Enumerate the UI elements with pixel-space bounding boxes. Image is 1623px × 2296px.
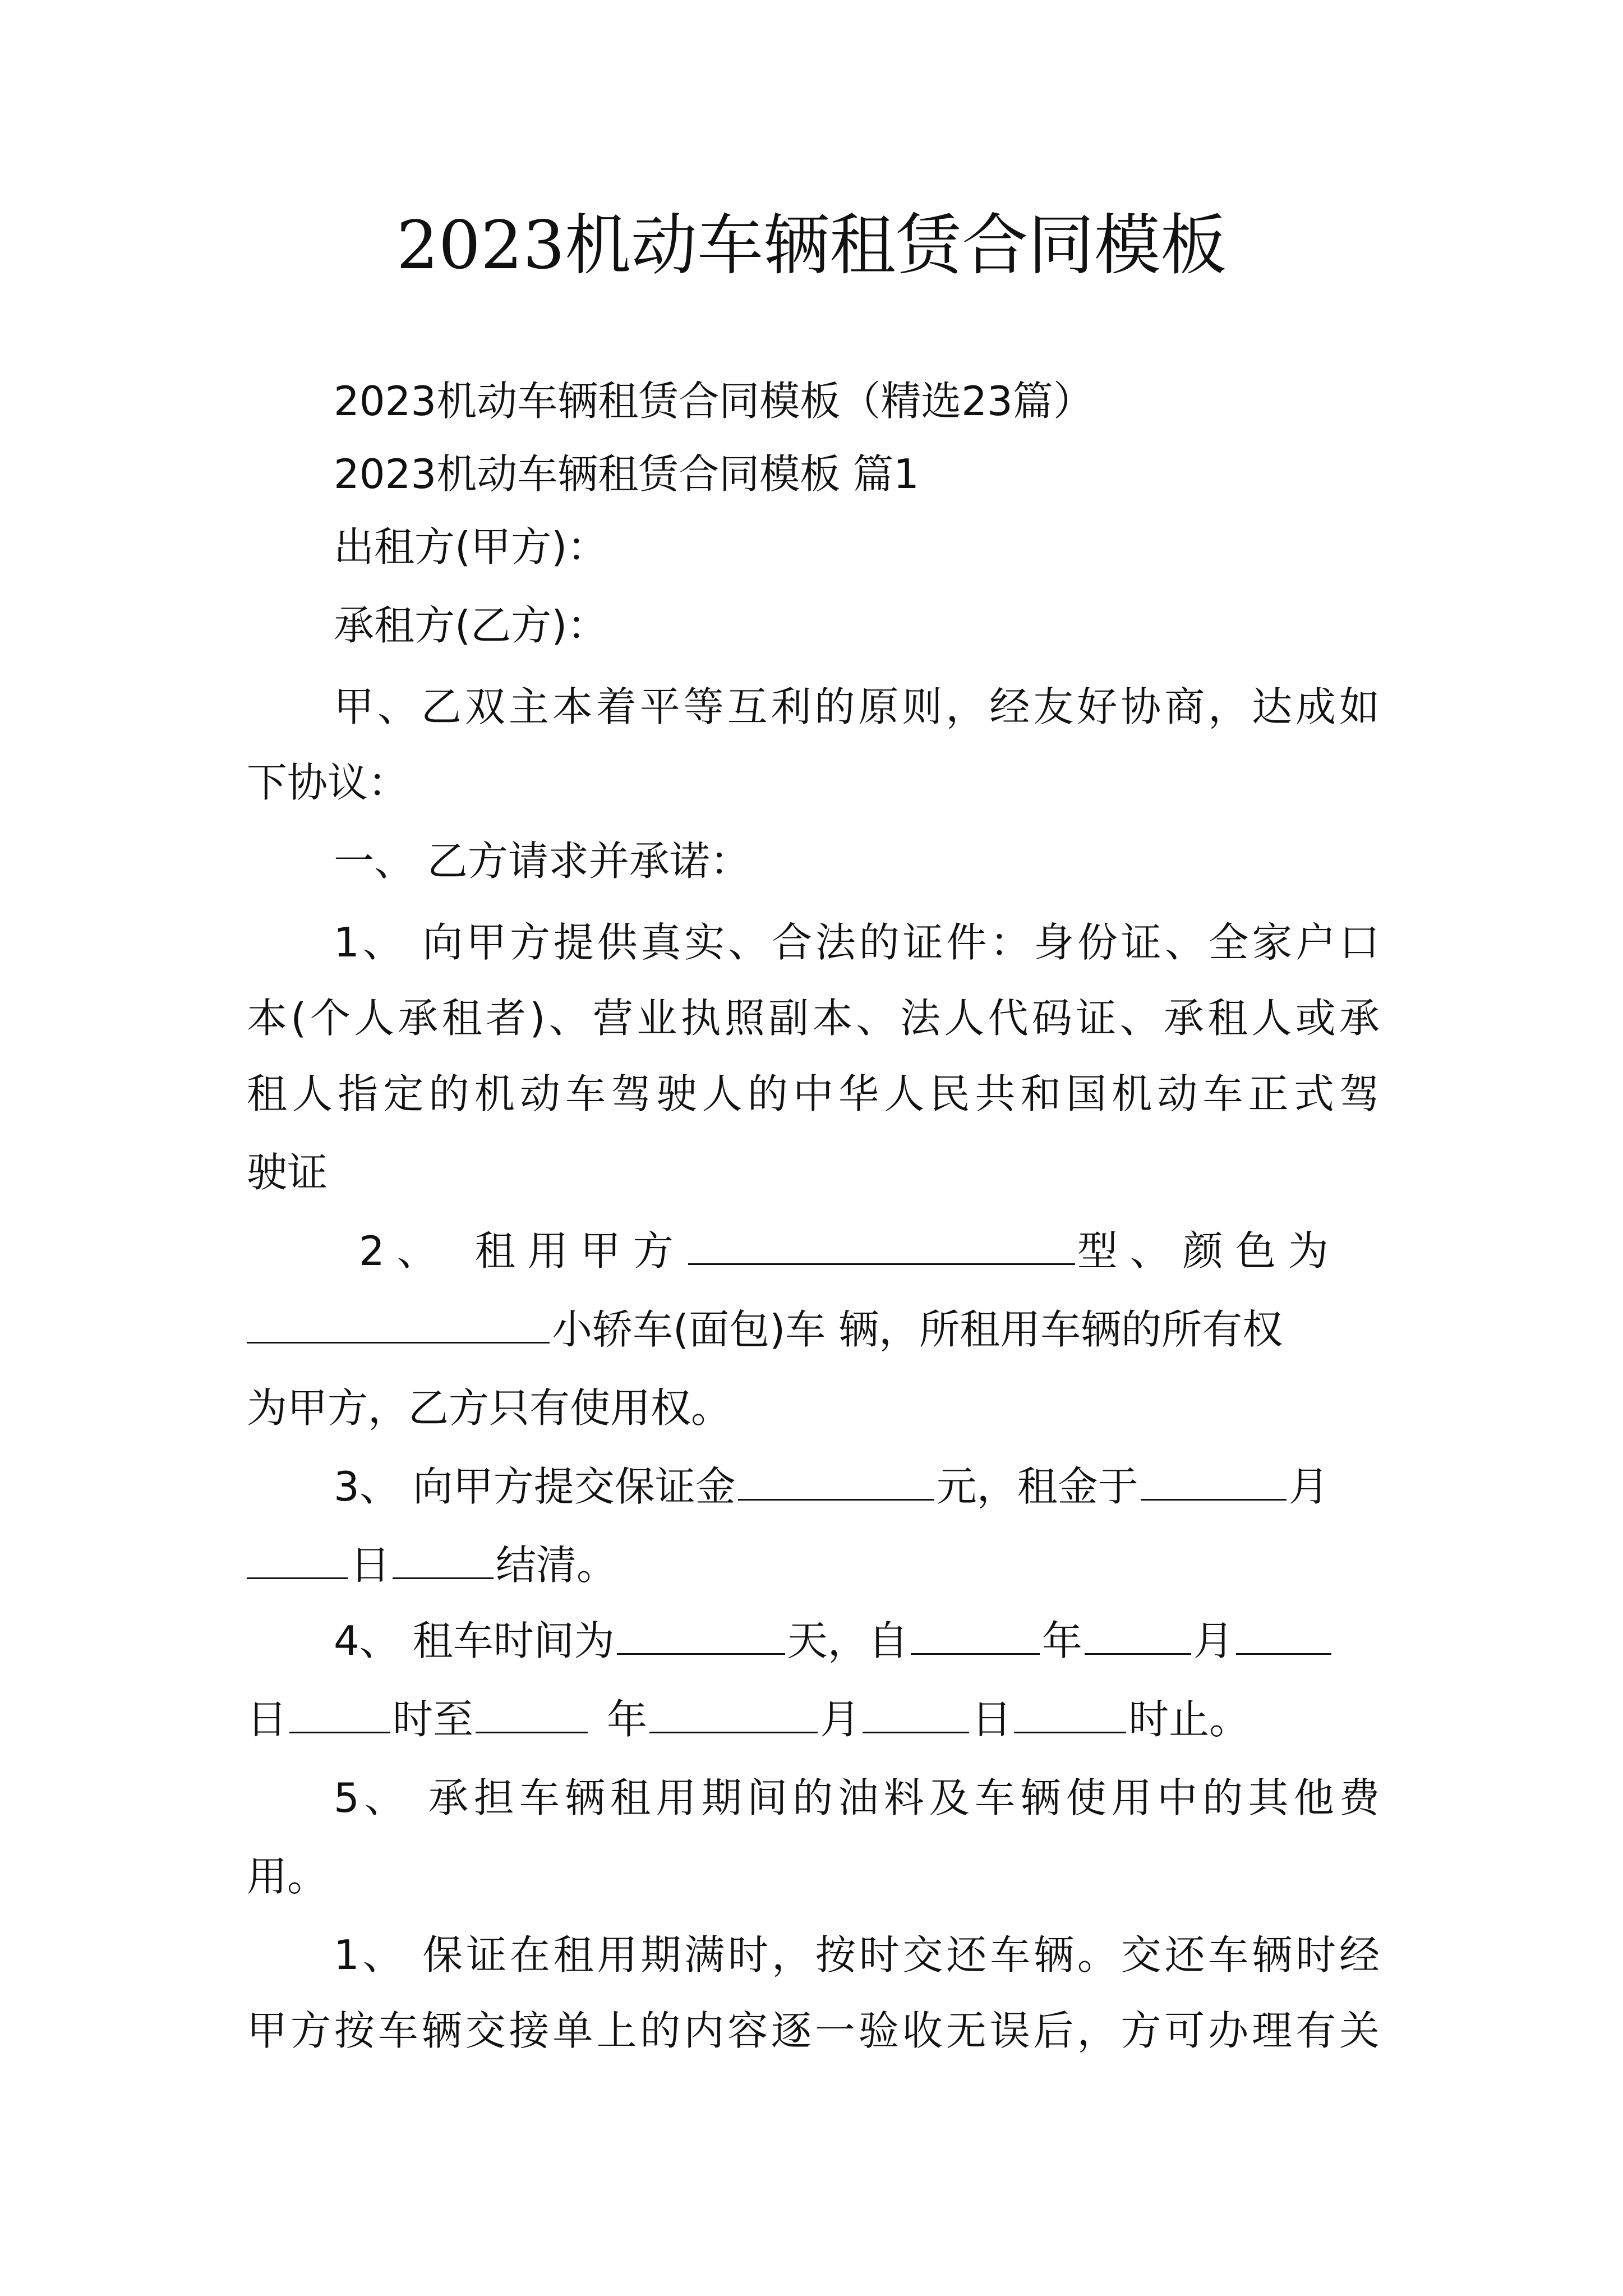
item1-line-3: 租人指定的机动车驾驶人的中华人民共和国机动车正式驾 [247,1070,1380,1117]
lessee-label: 承租方(乙方)： [334,602,608,649]
item4-text-c: 年 [1041,1617,1082,1664]
vehicle-color-blank[interactable] [247,1304,550,1343]
document-title: 2023机动车辆租赁合同模板 [396,206,1227,284]
item4-text-i: 日 [971,1696,1012,1743]
item3-text-c: 月 [1288,1463,1329,1510]
item3-line-1 [334,1456,1380,1517]
lessor-label: 出租方(甲方)： [334,523,608,570]
intro-line-1: 甲、乙双主本着平等互利的原则，经友好协商，达成如 [334,683,1380,730]
end-hour-blank[interactable] [1014,1694,1126,1733]
item2-line-2 [247,1299,1380,1360]
vehicle-model-blank[interactable] [688,1225,1075,1265]
item6-line-2: 甲方按车辆交接单上的内容逐一验收无误后，方可办理有关 [247,2007,1380,2054]
item5-line-2: 用。 [247,1853,328,1900]
item4-line-2 [247,1688,1380,1750]
item4-text-e: 日 [247,1696,288,1743]
item6-line-1: 1、 保证在租用期满时，按时交还车辆。交还车辆时经 [334,1931,1380,1978]
item2-line-1 [359,1220,1380,1282]
item3-text-e: 结清。 [496,1542,617,1589]
start-hour-blank[interactable] [289,1694,390,1733]
start-month-blank[interactable] [1085,1615,1191,1655]
item4-text-a: 4、 租车时间为 [334,1617,615,1664]
rent-month-blank[interactable] [1141,1461,1287,1501]
item2-text-c: 小轿车(面包)车 辆，所租用车辆的所有权 [552,1306,1283,1353]
rent-extra-blank[interactable] [393,1539,494,1579]
item4-text-j: 时止。 [1128,1696,1250,1743]
item4-text-g: 年 [607,1696,648,1743]
section-heading: 2023机动车辆租赁合同模板 篇1 [334,450,919,498]
item2-line-3: 为甲方，乙方只有使用权。 [247,1384,732,1432]
item3-text-b: 元，租金于 [936,1463,1138,1510]
item4-text-h: 月 [820,1696,861,1743]
subtitle: 2023机动车辆租赁合同模板（精选23篇） [334,378,1094,425]
item4-text-d: 月 [1193,1617,1234,1664]
rent-days-blank[interactable] [617,1615,785,1655]
item3-text-a: 3、 向甲方提交保证金 [334,1463,736,1510]
deposit-blank[interactable] [738,1461,934,1501]
item1-line-1: 1、 向甲方提供真实、合法的证件：身份证、全家户口 [334,919,1380,966]
item4-line-1 [334,1610,1380,1672]
item4-text-f: 时至 [393,1696,474,1743]
end-year-blank[interactable] [476,1694,588,1733]
end-month-blank[interactable] [649,1694,818,1733]
item1-line-2: 本(个人承租者)、营业执照副本、法人代码证、承租人或承 [247,995,1380,1042]
part1-heading: 一、 乙方请求并承诺： [334,838,750,885]
end-day-blank[interactable] [863,1694,969,1733]
intro-line-2: 下协议： [247,759,409,806]
start-year-blank[interactable] [911,1615,1040,1655]
item2-text-a: 2、 租用甲方 [359,1227,686,1274]
item1-line-4: 驶证 [247,1149,328,1196]
item5-line-1: 5、 承担车辆租用期间的油料及车辆使用中的其他费 [334,1774,1380,1821]
start-day-blank[interactable] [1236,1615,1331,1655]
item3-text-d: 日 [350,1542,391,1589]
item4-text-b: 天，自 [787,1617,909,1664]
item2-text-b: 型、颜色为 [1077,1227,1341,1274]
item3-line-2 [247,1534,1380,1596]
rent-day-blank[interactable] [247,1539,348,1579]
